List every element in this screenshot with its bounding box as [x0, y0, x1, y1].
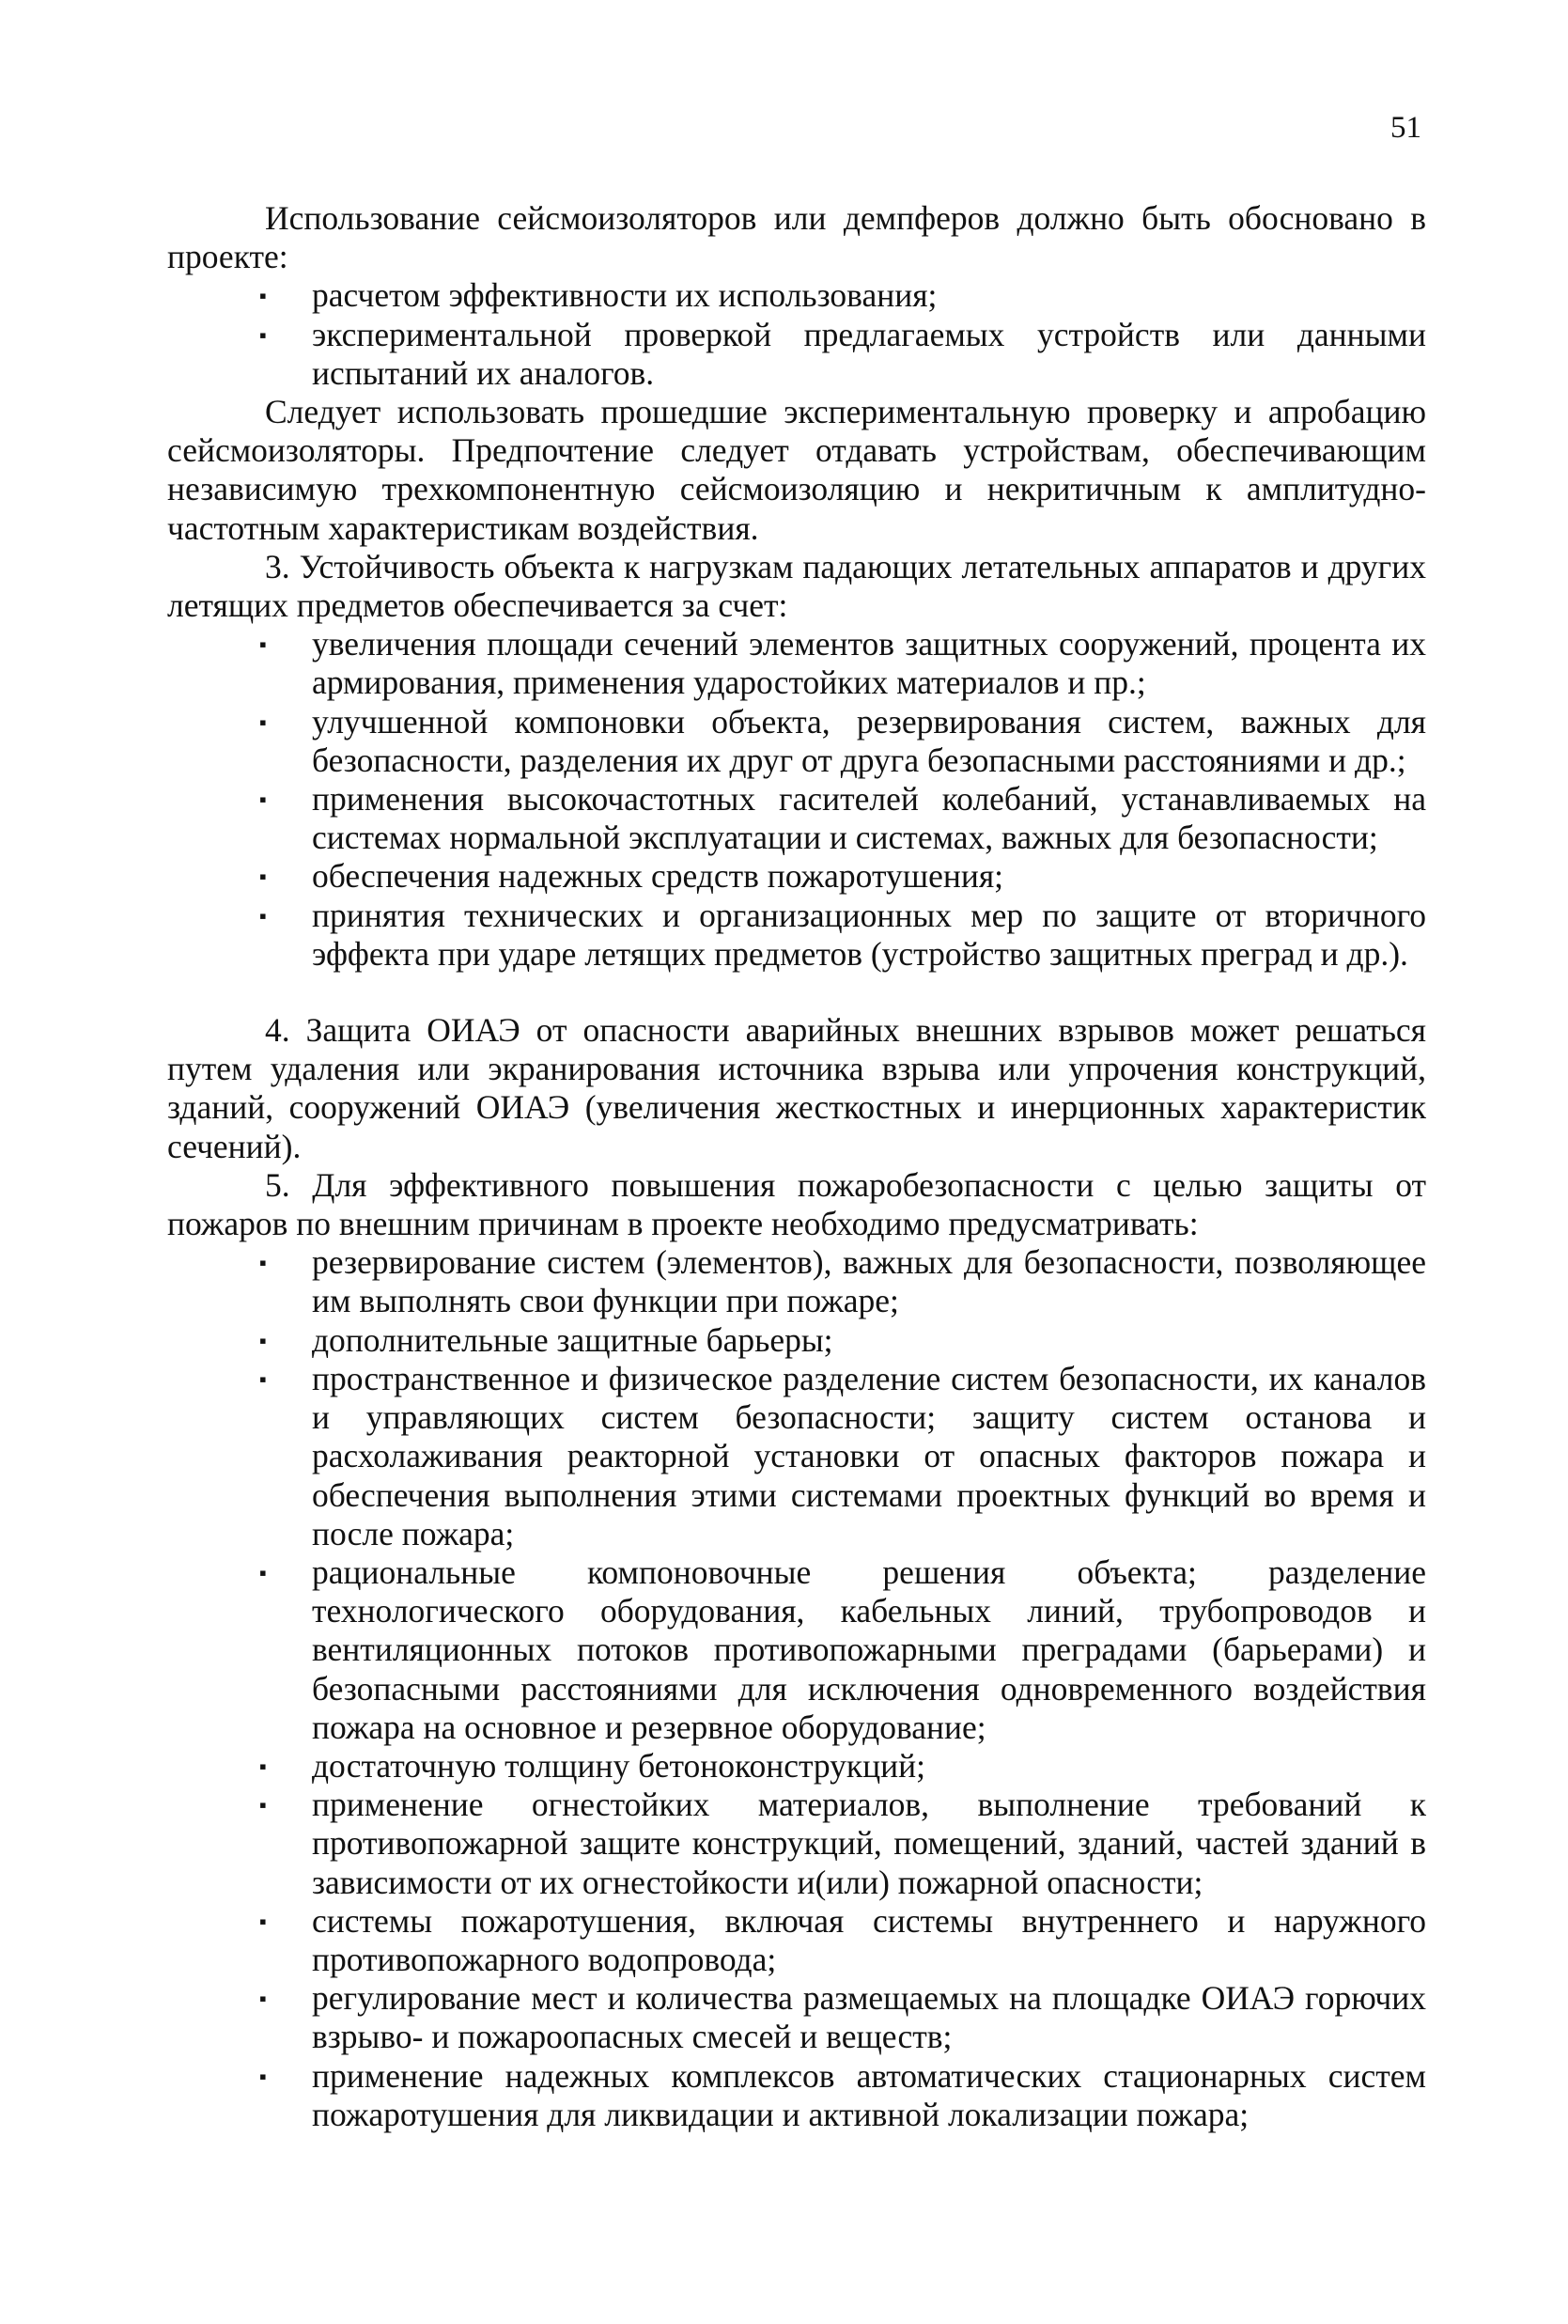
seismic-isolators-paragraph: Следует использовать прошедшие экспериментальную проверку и апробацию сейсмоизоляторы. Предпочтение следует отдавать устройствам, обеспечивающим независимую трехкомпонентную сейсмоизоляцию и некритичным к амплитудно-частотным характеристикам воздействия.	[167, 393, 1426, 547]
list-item: ▪ регулирование мест и количества размещаемых на площадке ОИАЭ горючих взрыво- и пожароопасных смесей и веществ;	[312, 1979, 1426, 2056]
section-5-paragraph: 5. Для эффективного повышения пожаробезопасности с целью защиты от пожаров по внешним причинам в проекте необходимо предусматривать:	[167, 1165, 1426, 1243]
list-item: ▪ пространственное и физическое разделение систем безопасности, их каналов и управляющих систем безопасности; защиту систем останова и расхолаживания реакторной установки от опасных факторов пожара и обеспечения выполнения этими системами проектных функций во время и после пожара;	[312, 1360, 1426, 1553]
list-item: ▪ дополнительные защитные барьеры;	[312, 1321, 1426, 1360]
section-4-paragraph: 4. Защита ОИАЭ от опасности аварийных внешних взрывов может решаться путем удаления или экранирования источника взрыва или упрочения конструкций, зданий, сооружений ОИАЭ (увеличения жесткостных и инерционных характеристик сечений).	[167, 1011, 1426, 1165]
list-item: ▪ рациональные компоновочные решения объекта; разделение технологического оборудования, кабельных линий, трубопроводов и вентиляционных потоков противопожарными преградами (барьерами) и безопасными расстояниями для исключения одновременного воздействия пожара на основное и резервное оборудование;	[312, 1553, 1426, 1747]
section-5-list	[167, 1243, 1426, 2134]
list-item: ▪ системы пожаротушения, включая системы внутреннего и наружного противопожарного водопровода;	[312, 1902, 1426, 1979]
document-body	[167, 199, 1426, 2134]
page-number: 51	[1390, 111, 1421, 145]
list-item: ▪ применение надежных комплексов автоматических стационарных систем пожаротушения для ликвидации и активной локализации пожара;	[312, 2057, 1426, 2134]
list-item: ▪ достаточную толщину бетоноконструкций;	[312, 1747, 1426, 1786]
list-item: ▪ обеспечения надежных средств пожаротушения;	[312, 857, 1426, 896]
list-item: ▪ экспериментальной проверкой предлагаемых устройств или данными испытаний их аналогов.	[312, 316, 1426, 393]
list-item: ▪ улучшенной компоновки объекта, резервирования систем, важных для безопасности, разделения их друг от друга безопасными расстояниями и др.;	[312, 703, 1426, 780]
list-item: ▪ принятия технических и организационных мер по защите от вторичного эффекта при ударе летящих предметов (устройство защитных преград и др.).	[312, 897, 1426, 974]
list-item: ▪ расчетом эффективности их использования;	[312, 276, 1426, 315]
section-3-list	[167, 625, 1426, 974]
section-gap	[167, 974, 1426, 1011]
list-item: ▪ применение огнестойких материалов, выполнение требований к противопожарной защите конструкций, помещений, зданий, частей зданий в зависимости от их огнестойкости и(или) пожарной опасности;	[312, 1786, 1426, 1902]
list-item: ▪ применения высокочастотных гасителей колебаний, устанавливаемых на системах нормальной эксплуатации и системах, важных для безопасности;	[312, 780, 1426, 857]
intro-list	[167, 276, 1426, 393]
intro-paragraph: Использование сейсмоизоляторов или демпферов должно быть обосновано в проекте:	[167, 199, 1426, 276]
list-item: ▪ увеличения площади сечений элементов защитных сооружений, процента их армирования, применения ударостойких материалов и пр.;	[312, 625, 1426, 702]
section-3-paragraph: 3. Устойчивость объекта к нагрузкам падающих летательных аппаратов и других летящих предметов обеспечивается за счет:	[167, 547, 1426, 625]
list-item: ▪ резервирование систем (элементов), важных для безопасности, позволяющее им выполнять свои функции при пожаре;	[312, 1243, 1426, 1320]
